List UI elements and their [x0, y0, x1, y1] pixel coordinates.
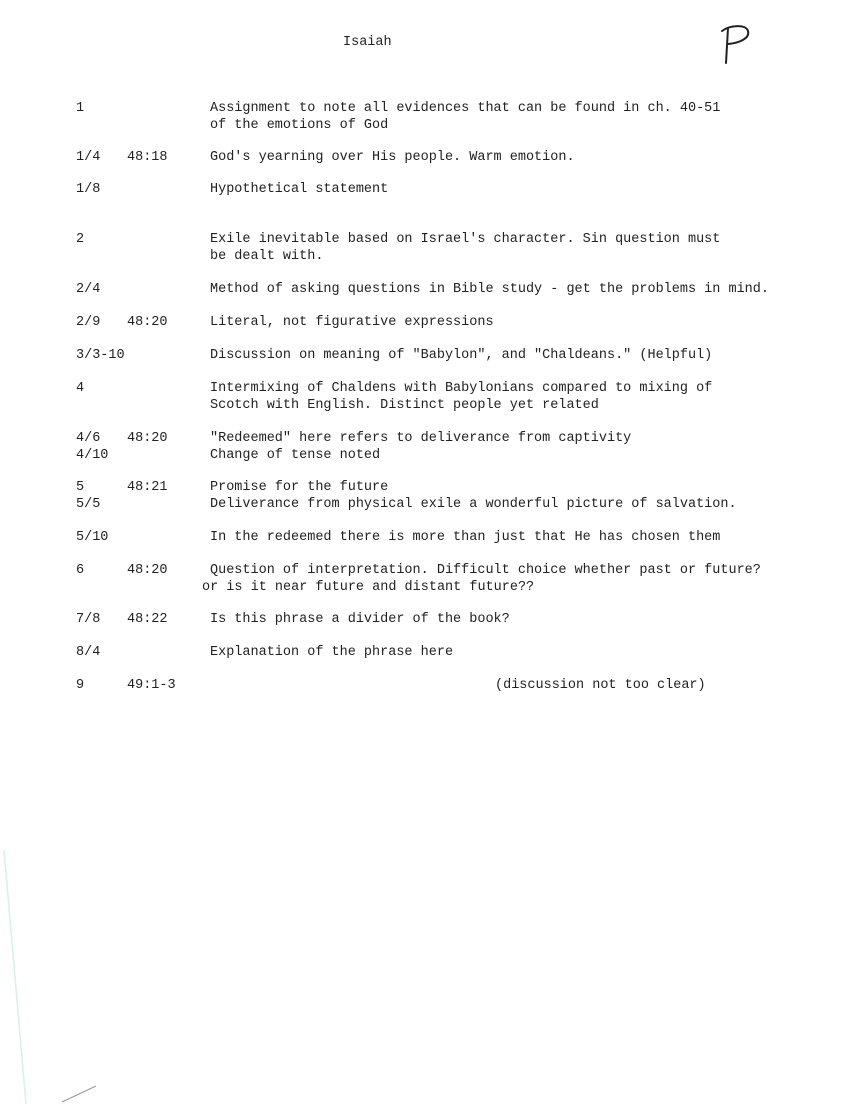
- entry-text: [210, 529, 720, 546]
- entry-line: God's yearning over His people. Warm emotion.: [210, 150, 575, 165]
- scan-edge-mark: [0, 850, 110, 1104]
- entry-text: [210, 380, 712, 414]
- entry-ref: 2: [76, 232, 85, 247]
- entry-ref: 8/4: [76, 645, 101, 660]
- entry-text: [210, 100, 720, 134]
- entry-ref: 3/3-10: [76, 348, 125, 363]
- entry-line: Scotch with English. Distinct people yet related: [210, 398, 599, 413]
- entry-line: Discussion on meaning of "Babylon", and "Chaldeans." (Helpful): [210, 348, 713, 363]
- entry-line: Method of asking questions in Bible study - get the problems in mind.: [210, 282, 769, 297]
- entry-text: [210, 479, 737, 513]
- entry-ref: 4: [76, 381, 85, 396]
- entry-line: or is it near future and distant future??: [202, 580, 535, 595]
- entry-refs: [76, 430, 108, 464]
- entry-text: [210, 611, 510, 628]
- entry-text: [202, 562, 761, 596]
- entry-ref: 1/8: [76, 182, 101, 197]
- entry-line: "Redeemed" here refers to deliverance from captivity: [210, 431, 632, 446]
- entry-line: Exile inevitable based on Israel's character. Sin question must: [210, 232, 721, 247]
- entry-ref: 2/4: [76, 282, 101, 297]
- entry-verse: 48:21: [127, 480, 168, 495]
- entry-ref-secondary: 5/5: [76, 497, 101, 512]
- entry-verse: 49:1-3: [127, 678, 176, 693]
- entry-text: [210, 347, 712, 364]
- entry-ref: 2/9: [76, 315, 101, 330]
- entry-line: Change of tense noted: [210, 448, 381, 463]
- entry-text: [210, 149, 575, 166]
- entry-line: In the redeemed there is more than just that He has chosen them: [210, 530, 721, 545]
- entry-text: [210, 430, 631, 464]
- entry-verse: 48:20: [127, 431, 168, 446]
- entry-text: [210, 231, 720, 265]
- entry-line: of the emotions of God: [210, 118, 389, 133]
- entry-line: Intermixing of Chaldens with Babylonians compared to mixing of: [210, 381, 713, 396]
- entry-line: Promise for the future: [210, 480, 389, 495]
- entry-line: Hypothetical statement: [210, 182, 389, 197]
- entry-line: Deliverance from physical exile a wonderful picture of salvation.: [210, 497, 737, 512]
- entry-ref: 6: [76, 563, 85, 578]
- handwritten-p-mark: [716, 22, 756, 66]
- entry-verse: 48:20: [127, 563, 168, 578]
- entry-ref-secondary: 4/10: [76, 448, 109, 463]
- entry-ref: 1/4: [76, 150, 101, 165]
- entry-ref: 7/8: [76, 612, 101, 627]
- entry-line: Literal, not figurative expressions: [210, 315, 494, 330]
- page-title: Isaiah: [343, 35, 392, 50]
- entry-verse: 48:20: [127, 315, 168, 330]
- entry-refs: [76, 479, 100, 513]
- entry-text: [210, 314, 494, 331]
- entry-verse: 48:22: [127, 612, 168, 627]
- entry-line: Assignment to note all evidences that can be found in ch. 40-51: [210, 101, 721, 116]
- entry-ref: 9: [76, 678, 85, 693]
- entry-verse: 48:18: [127, 150, 168, 165]
- entry-text: [210, 644, 453, 661]
- entry-ref: 5: [76, 480, 85, 495]
- entry-line: be dealt with.: [210, 249, 324, 264]
- entry-line: Is this phrase a divider of the book?: [210, 612, 510, 627]
- entry-note: (discussion not too clear): [495, 678, 706, 693]
- entry-line: Question of interpretation. Difficult choice whether past or future?: [210, 563, 761, 578]
- entry-text: [210, 281, 769, 298]
- entry-ref: 5/10: [76, 530, 109, 545]
- entry-text: [210, 181, 388, 198]
- entry-ref: 4/6: [76, 431, 101, 446]
- entry-ref: 1: [76, 101, 85, 116]
- entry-line: Explanation of the phrase here: [210, 645, 454, 660]
